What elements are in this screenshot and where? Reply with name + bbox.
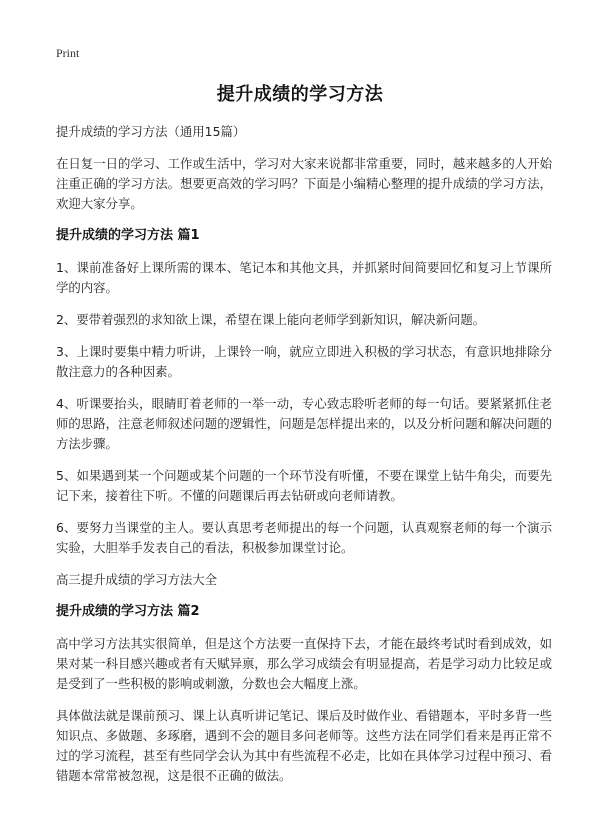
list-item: 6、要努力当课堂的主人。要认真思考老师提出的每一个问题，认真观察老师的每一个演示实验，大胆举手发表自己的看法，积极参加课堂讨论。 — [56, 520, 552, 555]
article-body — [56, 122, 552, 798]
list-item: 5、如果遇到某一个问题或某个问题的一个环节没有听懂，不要在课堂上钻牛角尖，而要先记下来，接着往下听。不懂的问题课后再去钻研或向老师请教。 — [56, 468, 552, 503]
section-label: 高三提升成绩的学习方法大全 — [56, 572, 218, 587]
list-item: 3、上课时要集中精力听讲，上课铃一响，就应立即进入积极的学习状态，有意识地排除分散注意力的各种因素。 — [56, 344, 552, 379]
page-title: 提升成绩的学习方法 — [216, 84, 384, 105]
article-subtitle: 提升成绩的学习方法（通用15篇） — [56, 124, 246, 139]
section-heading-1: 提升成绩的学习方法 篇1 — [56, 228, 200, 243]
section-heading-2: 提升成绩的学习方法 篇2 — [56, 604, 200, 619]
list-item: 2、要带着强烈的求知欲上课，希望在课上能向老师学到新知识，解决新问题。 — [56, 312, 486, 327]
print-link[interactable]: Print — [56, 46, 80, 60]
body-paragraph: 高中学习方法其实很简单，但是这个方法要一直保持下去，才能在最终考试时看到成效，如果对某一科目感兴趣或者有天赋异禀，那么学习成绩会有明显提高，若是学习动力比较足或是受到了一些积极的影响或刺激，分数也会大幅度上涨。 — [56, 636, 552, 691]
list-item: 1、课前准备好上课所需的课本、笔记本和其他文具，并抓紧时间简要回忆和复习上节课所学的内容。 — [56, 260, 552, 295]
body-paragraph: 具体做法就是课前预习、课上认真听讲记笔记、课后及时做作业、看错题本，平时多背一些知识点、多做题、多琢磨，遇到不会的题目多问老师等。这些方法在同学们看来是再正常不过的学习流程，甚至有些同学会认为其中有些流程不必走，比如在具体学习过程中预习、看错题本常常被忽视，这是很不正确的做法。 — [56, 708, 552, 783]
list-item: 4、听课要抬头，眼睛盯着老师的一举一动，专心致志聆听老师的每一句话。要紧紧抓住老师的思路，注意老师叙述问题的逻辑性，问题是怎样提出来的，以及分析问题和解决问题的方法步骤。 — [56, 396, 552, 451]
intro-paragraph: 在日复一日的学习、工作或生活中，学习对大家来说都非常重要，同时，越来越多的人开始注重正确的学习方法。想要更高效的学习吗？下面是小编精心整理的提升成绩的学习方法，欢迎大家分享。 — [56, 156, 552, 211]
